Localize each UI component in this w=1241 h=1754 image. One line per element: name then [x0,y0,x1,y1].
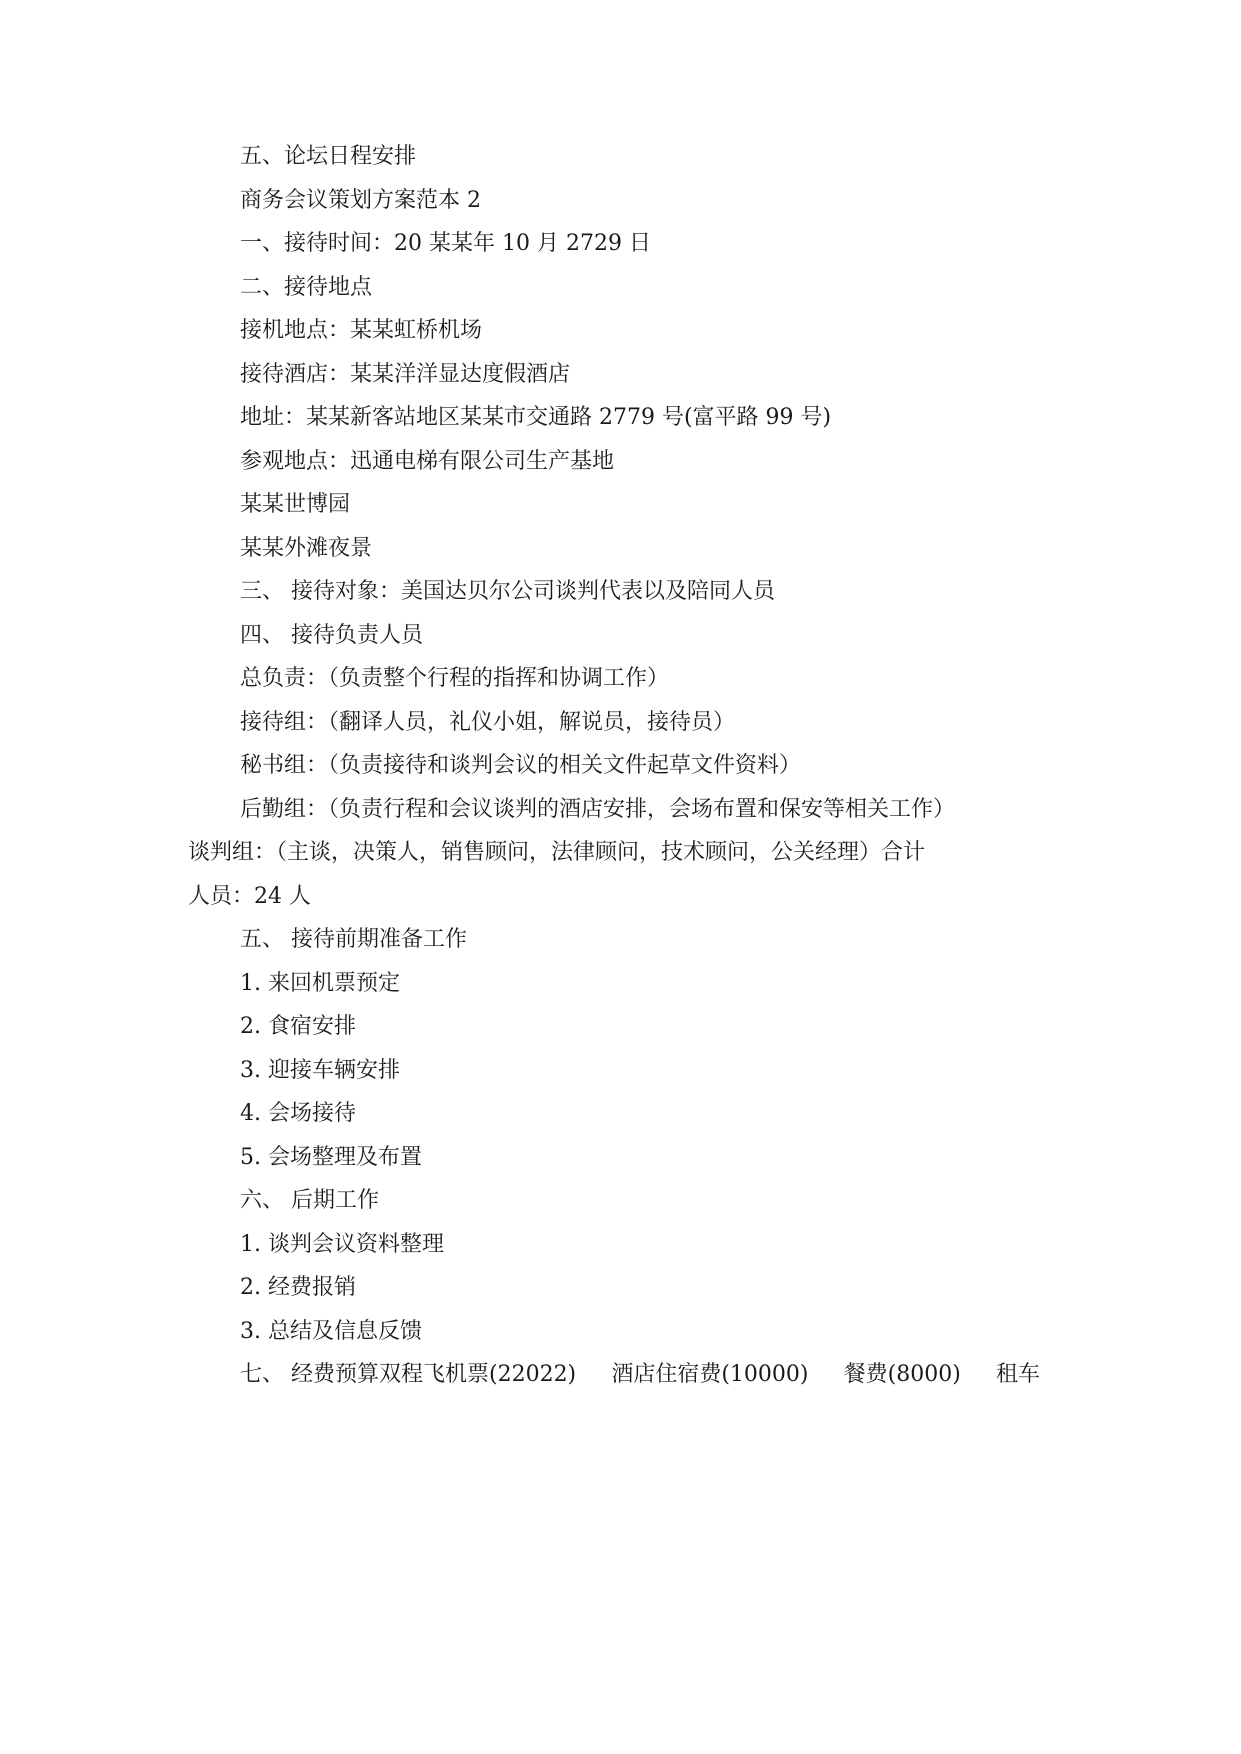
list-item: 1. 来回机票预定 [240,971,400,996]
list-item: 5. 会场整理及布置 [240,1145,422,1170]
list-item: 1. 谈判会议资料整理 [240,1232,444,1257]
reception-hotel: 接待酒店：某某洋洋显达度假酒店 [240,362,571,387]
visit-location: 参观地点：迅通电梯有限公司生产基地 [240,449,615,474]
section-heading: 六、 后期工作 [240,1188,379,1213]
budget-part: 酒店住宿费(10000) [611,1362,809,1387]
reception-target: 三、 接待对象：美国达贝尔公司谈判代表以及陪同人员 [240,579,775,604]
staff-total: 人员：24 人 [188,884,311,909]
staff-line: 接待组：（翻译人员，礼仪小姐，解说员，接待员） [240,710,736,735]
staff-line: 总负责：（负责整个行程的指挥和协调工作） [240,666,670,691]
budget-part: 七、 经费预算双程飞机票(22022) [240,1362,577,1387]
section-heading: 二、接待地点 [240,275,373,300]
list-item: 2. 经费报销 [240,1275,356,1300]
visit-location: 某某外滩夜景 [240,536,373,561]
section-heading: 五、 接待前期准备工作 [240,927,467,952]
hotel-address: 地址：某某新客站地区某某市交通路 2779 号(富平路 99 号) [240,405,832,430]
list-item: 3. 总结及信息反馈 [240,1319,422,1344]
staff-line: 秘书组：（负责接待和谈判会议的相关文件起草文件资料） [240,753,802,778]
staff-line: 后勤组：（负责行程和会议谈判的酒店安排，会场布置和保安等相关工作） [240,797,956,822]
visit-location: 某某世博园 [240,492,351,517]
budget-part: 餐费(8000) [843,1362,961,1387]
list-item: 3. 迎接车辆安排 [240,1058,400,1083]
pickup-location: 接机地点：某某虹桥机场 [240,318,483,343]
reception-time: 一、接待时间：20 某某年 10 月 2729 日 [240,231,651,256]
list-item: 4. 会场接待 [240,1101,356,1126]
section-heading: 五、论坛日程安排 [240,144,417,169]
document-title: 商务会议策划方案范本 2 [240,188,481,213]
list-item: 2. 食宿安排 [240,1014,356,1039]
staff-line: 谈判组：（主谈，决策人，销售顾问，法律顾问，技术顾问，公关经理）合计 [188,840,926,865]
section-heading: 四、 接待负责人员 [240,623,423,648]
budget-part: 租车 [995,1362,1040,1387]
budget-line [240,1360,1040,1390]
